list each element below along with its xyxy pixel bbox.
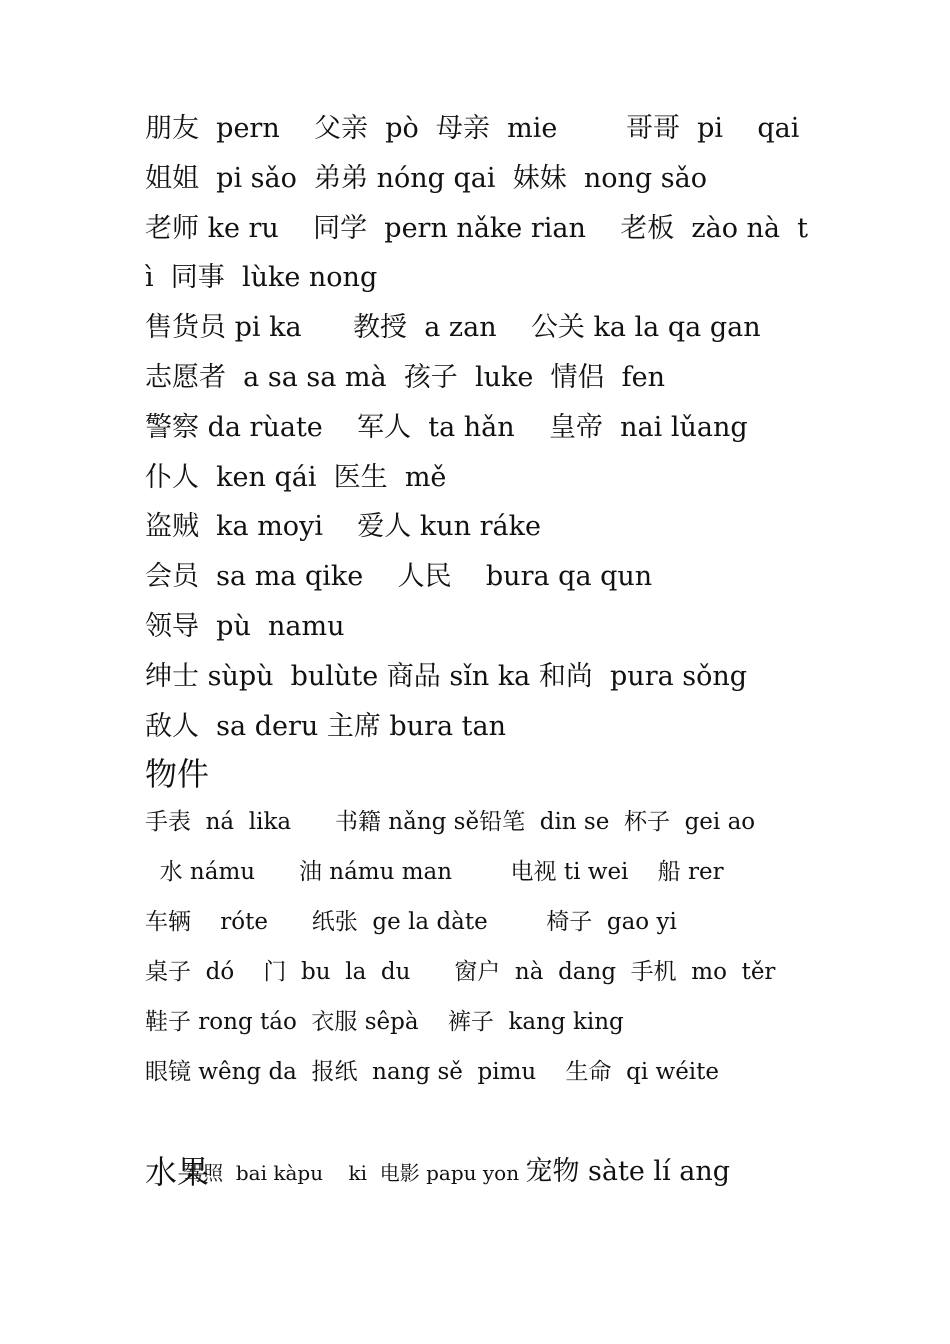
people-section: [145, 104, 825, 751]
vocab-line: 手表 ná lika 书籍 nǎng sě铅笔 din se 杯子 gei ao: [145, 809, 756, 836]
vocab-line: 售货员 pi ka 教授 a zan 公关 ka la qa gan: [145, 312, 761, 344]
vocab-line: 车辆 róte 纸张 ge la dàte 椅子 gao yi: [145, 909, 677, 936]
vocab-line: 领导 pù namu: [145, 610, 345, 642]
vocab-line-small-part: 驾照 bai kàpu ki 电影 papu yon: [183, 1161, 526, 1186]
vocab-line: 志愿者 a sa sa mà 孩子 luke 情侣 fen: [145, 361, 666, 393]
vocab-line: 鞋子 rong táo 衣服 sêpà 裤子 kang king: [145, 1009, 624, 1036]
vocab-line: 水 námu 油 námu man 电视 ti wei 船 rer: [145, 859, 724, 886]
vocab-line: 敌人 sa deru 主席 bura tan: [145, 710, 507, 742]
vocab-line: 仆人 ken qái 医生 mě: [145, 461, 447, 493]
section-heading-objects: 物件: [145, 755, 210, 794]
vocabulary-page: [145, 104, 825, 1197]
vocab-line: 盗贼 ka moyi 爱人 kun ráke: [145, 511, 541, 543]
vocab-line: 姐姐 pi sǎo 弟弟 nóng qai 妹妹 nong sǎo: [145, 162, 707, 194]
section-heading-fruit: 水果: [145, 1153, 210, 1192]
vocab-line: 会员 sa ma qike 人民 bura qa qun: [145, 561, 653, 593]
vocab-line: 桌子 dó 门 bu la du 窗户 nà dang 手机 mo těr: [145, 959, 776, 986]
vocab-line: 老师 ke ru 同学 pern nǎke rian 老板 zào nà t: [145, 212, 809, 244]
vocab-line: ì 同事 lùke nong: [145, 262, 378, 294]
vocab-line: 警察 da rùate 军人 ta hǎn 皇帝 nai lǔang: [145, 411, 748, 443]
vocab-line: 朋友 pern 父亲 pò 母亲 mie 哥哥 pi qai: [145, 113, 800, 144]
vocab-line-large-part: 宠物 sàte lí ang: [525, 1156, 731, 1188]
vocab-line: 眼镜 wêng da 报纸 nang sě pimu 生命 qi wéite: [145, 1059, 720, 1086]
vocab-line: 绅士 sùpù bulùte 商品 sǐn ka 和尚 pura sǒng: [145, 660, 748, 692]
